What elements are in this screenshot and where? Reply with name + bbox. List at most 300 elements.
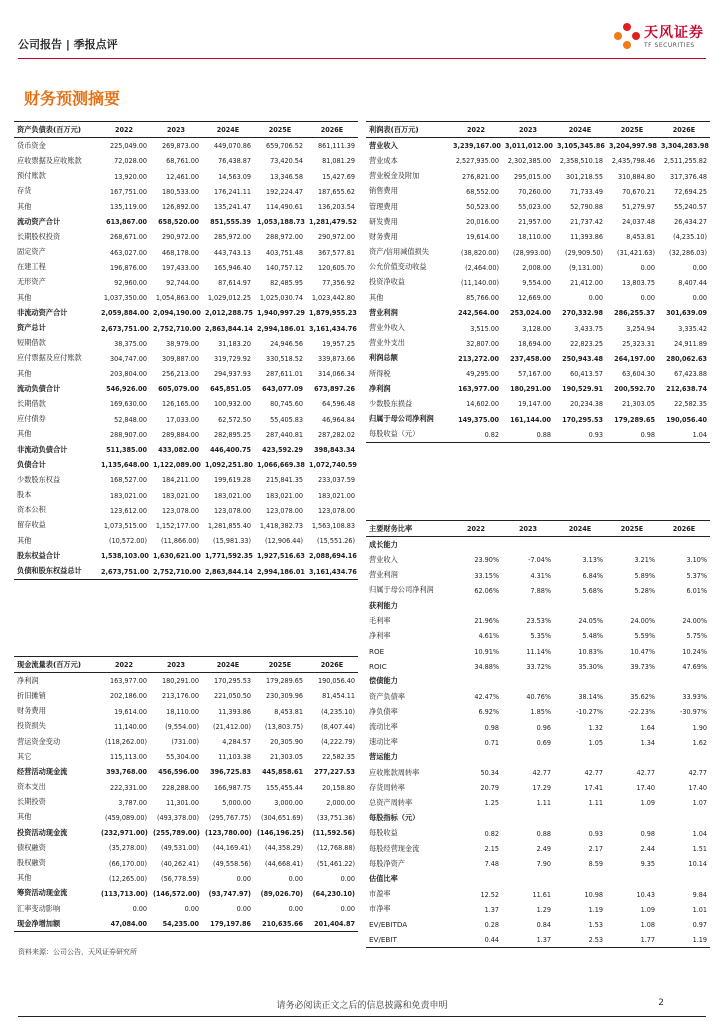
cell-value: 1.08 <box>640 919 655 929</box>
cell-value: 7.48 <box>484 859 499 869</box>
cell-value: 446,400.75 <box>210 445 251 455</box>
cell-value: 183,021.00 <box>265 490 303 500</box>
table-row <box>366 841 710 856</box>
cell-value: 10.24% <box>682 646 707 656</box>
cell-value: (4,235.10) <box>673 232 707 242</box>
cell-value: 201,404.87 <box>306 916 358 932</box>
cell-value: 3,304,283.98 <box>661 141 709 151</box>
cell-value: 52,790.88 <box>570 202 603 212</box>
cell-value: 60,413.57 <box>570 369 603 379</box>
row-label: 归属于母公司净利润 <box>369 585 434 595</box>
cell-value: 203,804.00 <box>109 369 147 379</box>
cell-value: 176,241.11 <box>213 186 251 196</box>
cell-value: 123,078.00 <box>213 505 251 515</box>
table-row <box>14 457 358 472</box>
report-header: 公司报告 | 季报点评 <box>18 38 118 51</box>
cell-value: 423,592.29 <box>262 445 303 455</box>
row-label: 债权融资 <box>17 842 46 852</box>
cell-value: 1.19 <box>658 932 710 948</box>
cell-value: 38,375.00 <box>114 338 147 348</box>
cell-value: 339,873.66 <box>317 353 355 363</box>
cell-value: 140,757.12 <box>265 262 303 272</box>
cell-value: (304,651.69) <box>260 812 303 822</box>
cell-value: 19,614.00 <box>466 232 499 242</box>
cell-value: 398,843.34 <box>314 445 355 455</box>
cell-value: 3.10% <box>686 555 707 565</box>
row-label: 资产负债率 <box>369 691 405 701</box>
cell-value: 18,110.00 <box>166 706 199 716</box>
table-row <box>366 245 710 260</box>
cell-value: 1.25 <box>484 798 499 808</box>
cell-value: 0.71 <box>484 737 499 747</box>
year-header: 2022 <box>98 122 150 138</box>
cell-value: 1.11 <box>536 798 551 808</box>
row-label: 营运资金变动 <box>17 736 61 746</box>
table-row <box>14 412 358 427</box>
cell-value: 81,454.11 <box>322 691 355 701</box>
cell-value: 21.96% <box>474 616 499 626</box>
cell-value: 135,119.00 <box>109 202 147 212</box>
row-label: 非流动资产合计 <box>17 307 68 317</box>
cell-value: 64,596.48 <box>322 399 355 409</box>
cell-value <box>554 750 606 765</box>
cell-value: 123,078.00 <box>265 505 303 515</box>
table-row <box>366 659 710 674</box>
cell-value: 5.59% <box>634 631 655 641</box>
cell-value: 2,994,186.01 <box>257 323 305 333</box>
cell-value: 2,358,510.18 <box>559 156 603 166</box>
table-row <box>366 381 710 396</box>
cell-value: 0.93 <box>554 427 606 443</box>
row-label: 资产/信用减值损失 <box>369 247 429 257</box>
cell-value: 2,673,751.00 <box>101 323 149 333</box>
table-row <box>14 916 358 932</box>
table-row <box>366 552 710 567</box>
cell-value <box>502 537 554 553</box>
row-label: 研发费用 <box>369 216 398 226</box>
cell-value: 24.00% <box>682 616 707 626</box>
table-row <box>366 719 710 734</box>
cell-value: 445,858.61 <box>262 767 303 777</box>
cell-value: 851,555.39 <box>210 217 251 227</box>
cell-value: 289,884.00 <box>161 429 199 439</box>
cell-value: 123,078.00 <box>317 505 355 515</box>
cell-value: 166,987.75 <box>213 782 251 792</box>
cell-value: 294,937.93 <box>213 369 251 379</box>
cell-value: 3.21% <box>634 555 655 565</box>
cell-value: 82,485.95 <box>270 277 303 287</box>
cell-value: 233,037.59 <box>317 475 355 485</box>
cell-value: 8,453.81 <box>626 232 655 242</box>
cell-value: 0.00 <box>692 293 707 303</box>
cell-value <box>606 537 658 553</box>
cell-value: 155,455.44 <box>265 782 303 792</box>
cell-value: 0.82 <box>484 828 499 838</box>
cell-value: 309,887.00 <box>161 353 199 363</box>
cell-value: (146,572.00) <box>153 888 200 898</box>
cell-value: (21,412.00) <box>213 721 251 731</box>
cell-value <box>554 674 606 689</box>
cell-value: 270,332.98 <box>562 308 603 318</box>
row-label: 每股净资产 <box>369 858 405 868</box>
cell-value: 5.28% <box>634 585 655 595</box>
row-label: 负债和股东权益总计 <box>14 563 98 579</box>
cell-value: 1,771,592.35 <box>205 551 253 561</box>
cell-value: (4,222.79) <box>321 737 355 747</box>
cell-value: 1,281,855.40 <box>207 520 251 530</box>
row-label: ROE <box>369 646 385 656</box>
cell-value: 163,977.00 <box>109 676 147 686</box>
cell-value: 0.00 <box>340 904 355 914</box>
cell-value <box>502 811 554 826</box>
cell-value: 367,577.81 <box>317 247 355 257</box>
cell-value: 1,152,177.00 <box>155 520 199 530</box>
cell-value: (118,262.00) <box>104 737 147 747</box>
cell-value: 35.62% <box>630 692 655 702</box>
cell-value: 2,094,190.00 <box>153 308 201 318</box>
table-row <box>366 598 710 613</box>
cell-value: 5.37% <box>686 570 707 580</box>
cell-value: 1.05 <box>588 737 603 747</box>
table-row <box>14 673 358 689</box>
cell-value: 287,282.02 <box>317 429 355 439</box>
cell-value: -30.97% <box>680 707 707 717</box>
cell-value: 47.69% <box>682 661 707 671</box>
row-label: 在建工程 <box>17 262 46 272</box>
cell-value: 2,008.00 <box>522 262 551 272</box>
cell-value: 190,529.91 <box>562 384 603 394</box>
financial-ratios-table <box>366 520 710 948</box>
cell-value <box>554 871 606 886</box>
row-label: 存货 <box>17 186 32 196</box>
row-label: 预付账款 <box>17 171 46 181</box>
year-header: 2025E <box>254 122 306 138</box>
cell-value: 0.00 <box>236 904 251 914</box>
cell-value <box>502 871 554 886</box>
cell-value: 290,972.00 <box>317 232 355 242</box>
table-row <box>366 199 710 214</box>
row-label: 汇率变动影响 <box>17 903 61 913</box>
cell-value: 1.51 <box>692 844 707 854</box>
cell-value: 126,892.00 <box>161 202 199 212</box>
table-title: 现金流量表(百万元) <box>14 657 98 673</box>
row-label: 营业税金及附加 <box>369 171 420 181</box>
table-row <box>366 138 710 154</box>
cell-value: 163,977.00 <box>458 384 499 394</box>
table-row <box>14 749 358 764</box>
logo-mark-icon <box>614 23 640 49</box>
row-label: 营业收入 <box>369 140 398 150</box>
row-label: 净负债率 <box>369 706 398 716</box>
cell-value: 3,254.94 <box>626 323 655 333</box>
table-row <box>366 644 710 659</box>
income-statement-table <box>366 121 710 443</box>
cell-value: 50,523.00 <box>466 202 499 212</box>
cell-value: 123,612.00 <box>109 505 147 515</box>
cell-value: 183,021.00 <box>161 490 199 500</box>
cell-value: 0.69 <box>536 737 551 747</box>
row-label: 营业外收入 <box>369 323 405 333</box>
cell-value <box>606 598 658 613</box>
cell-value: 54,235.00 <box>150 916 202 932</box>
cell-value: 180,291.00 <box>510 384 551 394</box>
cell-value: 1,940,997.29 <box>257 308 305 318</box>
cell-value: 0.00 <box>340 873 355 883</box>
table-row <box>14 704 358 719</box>
cell-value: 55,405.83 <box>270 414 303 424</box>
row-label: 投资损失 <box>17 721 46 731</box>
cell-value: 10.43 <box>636 889 655 899</box>
cell-value: 25,323.31 <box>622 338 655 348</box>
table-row <box>14 366 358 381</box>
cell-value: (49,558.56) <box>213 858 251 868</box>
table-title: 利润表(百万元) <box>366 122 450 138</box>
cell-value: 5.35% <box>530 631 551 641</box>
cell-value: 92,744.00 <box>166 277 199 287</box>
cell-value: 115,113.00 <box>109 752 147 762</box>
table-row <box>14 503 358 518</box>
cell-value: (29,909.50) <box>565 247 603 257</box>
row-label: 其他 <box>17 873 32 883</box>
cell-value: 2,752,710.00 <box>153 323 201 333</box>
row-label: 现金净增加额 <box>14 916 98 932</box>
cell-value: (10,572.00) <box>109 536 147 546</box>
cell-value: 230,309.96 <box>265 691 303 701</box>
page-number: 2 <box>658 998 664 1008</box>
cell-value: 1,418,382.73 <box>259 520 303 530</box>
cell-value: 1,135,648.00 <box>101 460 149 470</box>
cell-value: 288,972.00 <box>265 232 303 242</box>
table-row <box>366 290 710 305</box>
cell-value: 310,884.80 <box>617 171 655 181</box>
table-row <box>14 533 358 548</box>
cell-value: 0.00 <box>288 873 303 883</box>
cell-value: 0.96 <box>536 722 551 732</box>
row-label: 负债合计 <box>17 459 46 469</box>
footer-divider <box>18 1016 706 1017</box>
cell-value: (11,592.56) <box>312 828 355 838</box>
disclaimer-footer: 请务必阅读正文之后的信息披露和免责申明 <box>276 1001 448 1011</box>
cell-value: 22,582.35 <box>674 399 707 409</box>
cell-value: (295,767.75) <box>208 812 251 822</box>
table-row <box>366 628 710 643</box>
cell-value: 55,304.00 <box>166 752 199 762</box>
cell-value: 183,021.00 <box>109 490 147 500</box>
cell-value: 393,768.00 <box>106 767 147 777</box>
table-header-row <box>14 122 358 138</box>
cell-value <box>450 811 502 826</box>
cell-value <box>606 871 658 886</box>
cell-value: 13,346.58 <box>270 171 303 181</box>
year-header: 2026E <box>306 122 358 138</box>
cell-value: 5,000.00 <box>222 797 251 807</box>
table-row <box>366 184 710 199</box>
cell-value: 2,863,844.14 <box>205 323 253 333</box>
row-label: 营业外支出 <box>369 338 405 348</box>
cell-value: 46,964.84 <box>322 414 355 424</box>
cell-value: 1.34 <box>640 737 655 747</box>
table-row <box>14 825 358 840</box>
cell-value: 70,260.00 <box>518 186 551 196</box>
cell-value: 68,552.00 <box>466 186 499 196</box>
cell-value: 2.49 <box>536 844 551 854</box>
table-row <box>14 518 358 533</box>
cell-value: 269,873.00 <box>161 141 199 151</box>
cell-value: 3,335.42 <box>678 323 707 333</box>
cell-value: 673,897.26 <box>314 384 355 394</box>
cell-value: 20.79 <box>480 783 499 793</box>
row-label: 净利润 <box>17 675 39 685</box>
cell-value: (33,751.36) <box>317 812 355 822</box>
year-header: 2023 <box>502 122 554 138</box>
table-row <box>366 613 710 628</box>
cell-value: 268,671.00 <box>109 232 147 242</box>
cell-value: 114,490.61 <box>265 202 303 212</box>
table-header-row <box>14 657 358 673</box>
year-header: 2022 <box>450 122 502 138</box>
cell-value: 17.40 <box>688 783 707 793</box>
year-header: 2023 <box>150 122 202 138</box>
cell-value: 288,907.00 <box>109 429 147 439</box>
cell-value: -7.04% <box>528 555 551 565</box>
cell-value: 19,147.00 <box>518 399 551 409</box>
cell-value: 11,301.00 <box>166 797 199 807</box>
cell-value: 187,655.62 <box>317 186 355 196</box>
cell-value: (146,196.25) <box>257 828 304 838</box>
cell-value: 0.00 <box>692 262 707 272</box>
cell-value <box>606 674 658 689</box>
table-row <box>366 917 710 932</box>
row-label: 速动比率 <box>369 737 398 747</box>
cell-value: 161,144.00 <box>510 414 551 424</box>
cell-value: 613,867.00 <box>106 217 147 227</box>
cell-value: (40,262.41) <box>161 858 199 868</box>
cell-value: 0.00 <box>288 904 303 914</box>
cell-value: 11.14% <box>526 646 551 656</box>
cell-value: 3,105,345.86 <box>557 141 605 151</box>
row-label: 净利率 <box>369 630 391 640</box>
cell-value: 12,461.00 <box>166 171 199 181</box>
cell-value: 319,729.92 <box>213 353 251 363</box>
cell-value: (64,230.10) <box>312 888 355 898</box>
cell-value: 11,103.38 <box>218 752 251 762</box>
cell-value: 21,412.00 <box>570 277 603 287</box>
cell-value: 3.13% <box>582 555 603 565</box>
cell-value <box>658 750 710 765</box>
cell-value: 1,630,621.00 <box>153 551 201 561</box>
cell-value: 0.00 <box>184 904 199 914</box>
row-label: 销售费用 <box>369 186 398 196</box>
cell-value: 3,011,012.00 <box>505 141 553 151</box>
cell-value: 31,183.20 <box>218 338 251 348</box>
table-row <box>14 138 358 154</box>
cell-value: (51,461.22) <box>317 858 355 868</box>
cell-value: 456,596.00 <box>158 767 199 777</box>
cell-value: 286,255.37 <box>614 308 655 318</box>
cell-value: 1.37 <box>502 932 554 948</box>
cell-value: 645,851.05 <box>210 384 251 394</box>
cell-value: 1,054,863.00 <box>155 293 199 303</box>
cell-value: 0.00 <box>640 293 655 303</box>
table-row <box>366 169 710 184</box>
cell-value: 17.40 <box>636 783 655 793</box>
cell-value: 167,751.00 <box>109 186 147 196</box>
cell-value: 643,077.09 <box>262 384 303 394</box>
row-label: 长期股权投资 <box>17 231 61 241</box>
cell-value: 1.07 <box>692 798 707 808</box>
cell-value: 72,694.25 <box>674 186 707 196</box>
cell-value: 40.76% <box>526 692 551 702</box>
cell-value: 317,376.48 <box>669 171 707 181</box>
table-row <box>366 260 710 275</box>
cell-value: 2.17 <box>588 844 603 854</box>
cell-value: 17.41 <box>584 783 603 793</box>
cell-value: 1,538,103.00 <box>101 551 149 561</box>
table-row <box>14 199 358 214</box>
row-label: 流动负债合计 <box>17 383 61 393</box>
table-row <box>14 840 358 855</box>
row-label: 总资产周转率 <box>369 797 413 807</box>
cell-value: (731.00) <box>171 737 199 747</box>
cell-value: 0.88 <box>536 828 551 838</box>
cell-value: (32,286.03) <box>669 247 707 257</box>
cell-value: 8,453.81 <box>274 706 303 716</box>
cell-value: 1,072,740.59 <box>309 460 357 470</box>
cell-value: 1,053,188.73 <box>257 217 305 227</box>
cell-value: 0.98 <box>640 828 655 838</box>
table-row <box>14 719 358 734</box>
cell-value: 62.06% <box>474 585 499 595</box>
row-label: 其它 <box>17 751 32 761</box>
cell-value: 225,049.00 <box>109 141 147 151</box>
cell-value: (44,668.41) <box>265 858 303 868</box>
cell-value <box>450 598 502 613</box>
table-row <box>14 184 358 199</box>
cell-value: (493,378.00) <box>156 812 199 822</box>
cell-value <box>450 871 502 886</box>
cell-value <box>450 674 502 689</box>
cell-value: 149,375.00 <box>458 414 499 424</box>
cell-value: 3,433.75 <box>574 323 603 333</box>
cell-value <box>554 598 606 613</box>
row-label: 折旧摊销 <box>17 690 46 700</box>
table-row <box>14 901 358 916</box>
cell-value: 1,281,479.52 <box>309 217 357 227</box>
cell-value: (459,089.00) <box>104 812 147 822</box>
cell-value: 659,706.52 <box>265 141 303 151</box>
row-label: 净利润 <box>369 383 391 393</box>
cell-value: (8,407.44) <box>321 721 355 731</box>
cell-value: 200,592.70 <box>614 384 655 394</box>
table-row <box>366 351 710 366</box>
cell-value: 4.31% <box>530 570 551 580</box>
row-label: 股东权益合计 <box>17 550 61 560</box>
cell-value: 264,197.00 <box>614 353 655 363</box>
row-label: ROIC <box>369 661 387 671</box>
cell-value: 22,823.25 <box>570 338 603 348</box>
row-label: 其他 <box>17 292 32 302</box>
year-header: 2025E <box>606 521 658 537</box>
cell-value: 2,673,751.00 <box>98 563 150 579</box>
row-label: 利润总额 <box>369 353 398 363</box>
table-row <box>14 427 358 442</box>
cell-value: 0.88 <box>502 427 554 443</box>
cell-value <box>554 537 606 553</box>
cell-value <box>658 674 710 689</box>
cell-value: 1,025,030.74 <box>259 293 303 303</box>
year-header: 2024E <box>202 122 254 138</box>
cell-value: 2.44 <box>640 844 655 854</box>
